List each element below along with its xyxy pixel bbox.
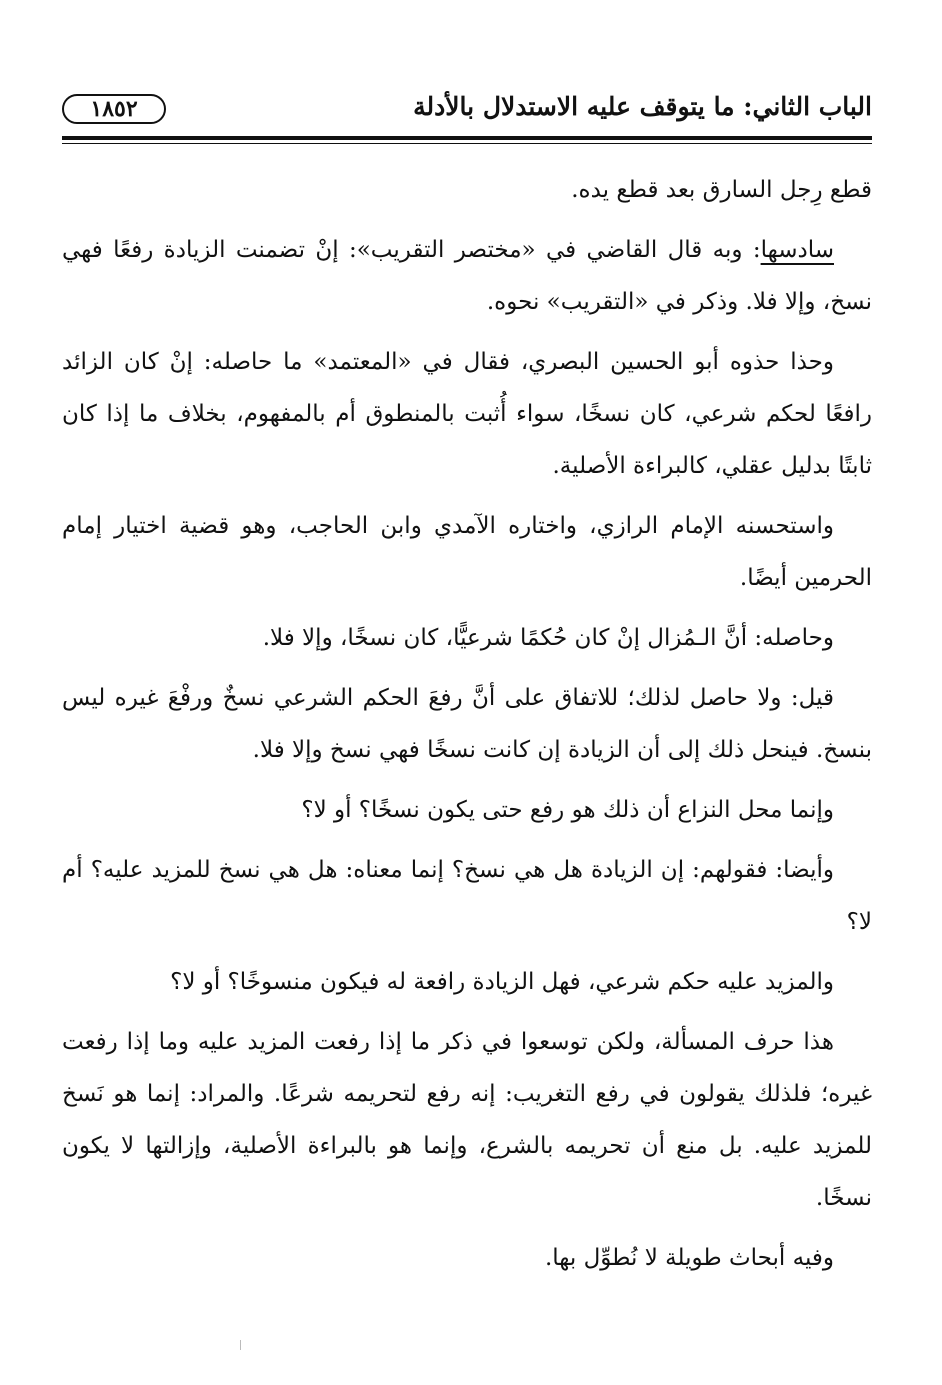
- paragraph-1: قطع رِجل السارق بعد قطع يده.: [571, 177, 872, 203]
- page-number-badge: ١٨٥٢: [62, 94, 166, 124]
- paragraph-2: سادسها: وبه قال القاضي في «مختصر التقريب»: إنْ تضمنت الزيادة رفعًا فهي نسخ، وإلا فلا. وذكر في «التقريب» نحوه.: [62, 237, 872, 315]
- paragraph-9: والمزيد عليه حكم شرعي، فهل الزيادة رافعة له فيكون منسوخًا؟ أو لا؟: [170, 969, 834, 995]
- running-header: [62, 88, 872, 134]
- paragraph-5: وحاصله: أنَّ الـمُزال إنْ كان حُكمًا شرعيًّا، كان نسخًا، وإلا فلا.: [262, 625, 834, 651]
- paragraph-11: وفيه أبحاث طويلة لا نُطوِّل بها.: [544, 1245, 834, 1271]
- paragraph-3: وحذا حذوه أبو الحسين البصري، فقال في «المعتمد» ما حاصله: إنْ كان الزائد رافعًا لحكم شرعي، كان نسخًا، سواء أُثبت بالمنطوق أم بالمفهوم، بخلاف ما إذا كان ثابتًا بدليل عقلي، كالبراءة الأصلية.: [62, 349, 872, 479]
- paragraph-6: قيل: ولا حاصل لذلك؛ للاتفاق على أنَّ رفعَ الحكم الشرعي نسخٌ ورفْعَ غيره ليس بنسخ. فينحل ذلك إلى أن الزيادة إن كانت نسخًا فهي نسخ وإلا فلا.: [62, 685, 872, 763]
- paragraph-7: وإنما محل النزاع أن ذلك هو رفع حتى يكون نسخًا؟ أو لا؟: [301, 797, 834, 823]
- paragraph-8: وأيضا: فقولهم: إن الزيادة هل هي نسخ؟ إنما معناه: هل هي نسخ للمزيد عليه؟ أم لا؟: [62, 857, 872, 935]
- scan-mark: [240, 1340, 241, 1350]
- header-rule-thin: [62, 143, 872, 144]
- chapter-title: الباب الثاني: ما يتوقف عليه الاستدلال بالأدلة: [413, 92, 872, 121]
- paragraph-lead-word: سادسها: [760, 237, 834, 263]
- page-body: [62, 164, 872, 1292]
- paragraph-4: واستحسنه الإمام الرازي، واختاره الآمدي وابن الحاجب، وهو قضية اختيار إمام الحرمين أيضًا.: [62, 513, 872, 591]
- paragraph-10: هذا حرف المسألة، ولكن توسعوا في ذكر ما إذا رفعت المزيد عليه وما إذا رفعت غيره؛ فلذلك يقولون في رفع التغريب: إنه رفع لتحريمه شرعًا. والمراد: إنما هو نَسخ للمزيد عليه. بل منع أن تحريمه بالشرع، وإنما هو بالبراءة الأصلية، وإزالتها لا يكون نسخًا.: [62, 1029, 872, 1211]
- header-rule-thick: [62, 136, 872, 140]
